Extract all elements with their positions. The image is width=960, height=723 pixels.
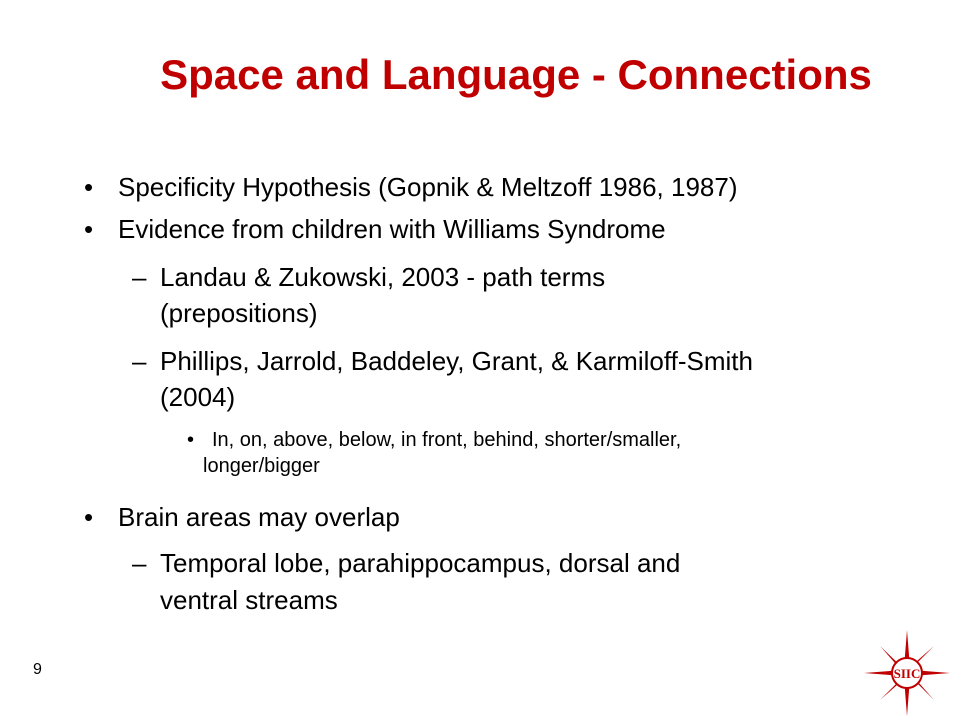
- sub-bullet-landau-line-2: (prepositions): [160, 298, 318, 328]
- bullet-text-williams: Evidence from children with Williams Syndrome: [118, 214, 666, 244]
- sub-bullet-marker: –: [132, 346, 147, 376]
- bullet-marker: •: [84, 502, 94, 532]
- logo-text: SIIC: [893, 666, 921, 681]
- sub-bullet-phillips-line-1: Phillips, Jarrold, Baddeley, Grant, & Karmiloff-Smith: [160, 346, 753, 376]
- sub-bullet-marker: –: [132, 548, 147, 578]
- bullet-text-brain-areas: Brain areas may overlap: [118, 502, 400, 532]
- siic-logo: [862, 628, 952, 718]
- sub-sub-bullet-marker: •: [187, 429, 195, 451]
- sub-bullet-phillips-line-2: (2004): [160, 382, 236, 412]
- sub-bullet-temporal-line-1: Temporal lobe, parahippocampus, dorsal and: [160, 548, 681, 578]
- sub-sub-bullet-prepositions-line-1: In, on, above, below, in front, behind, shorter/smaller,: [212, 429, 682, 451]
- sub-bullet-marker: –: [132, 262, 147, 292]
- compass-star-icon: [862, 628, 952, 718]
- bullet-text-specificity: Specificity Hypothesis (Gopnik & Meltzoff 1986, 1987): [118, 172, 738, 202]
- sub-bullet-temporal-line-2: ventral streams: [160, 585, 338, 615]
- sub-bullet-landau-line-1: Landau & Zukowski, 2003 - path terms: [160, 262, 606, 292]
- bullet-marker: •: [84, 214, 94, 244]
- sub-sub-bullet-prepositions-line-2: longer/bigger: [203, 455, 320, 477]
- bullet-marker: •: [84, 172, 94, 202]
- slide-title: Space and Language - Connections: [160, 51, 872, 98]
- page-number: 9: [33, 661, 42, 678]
